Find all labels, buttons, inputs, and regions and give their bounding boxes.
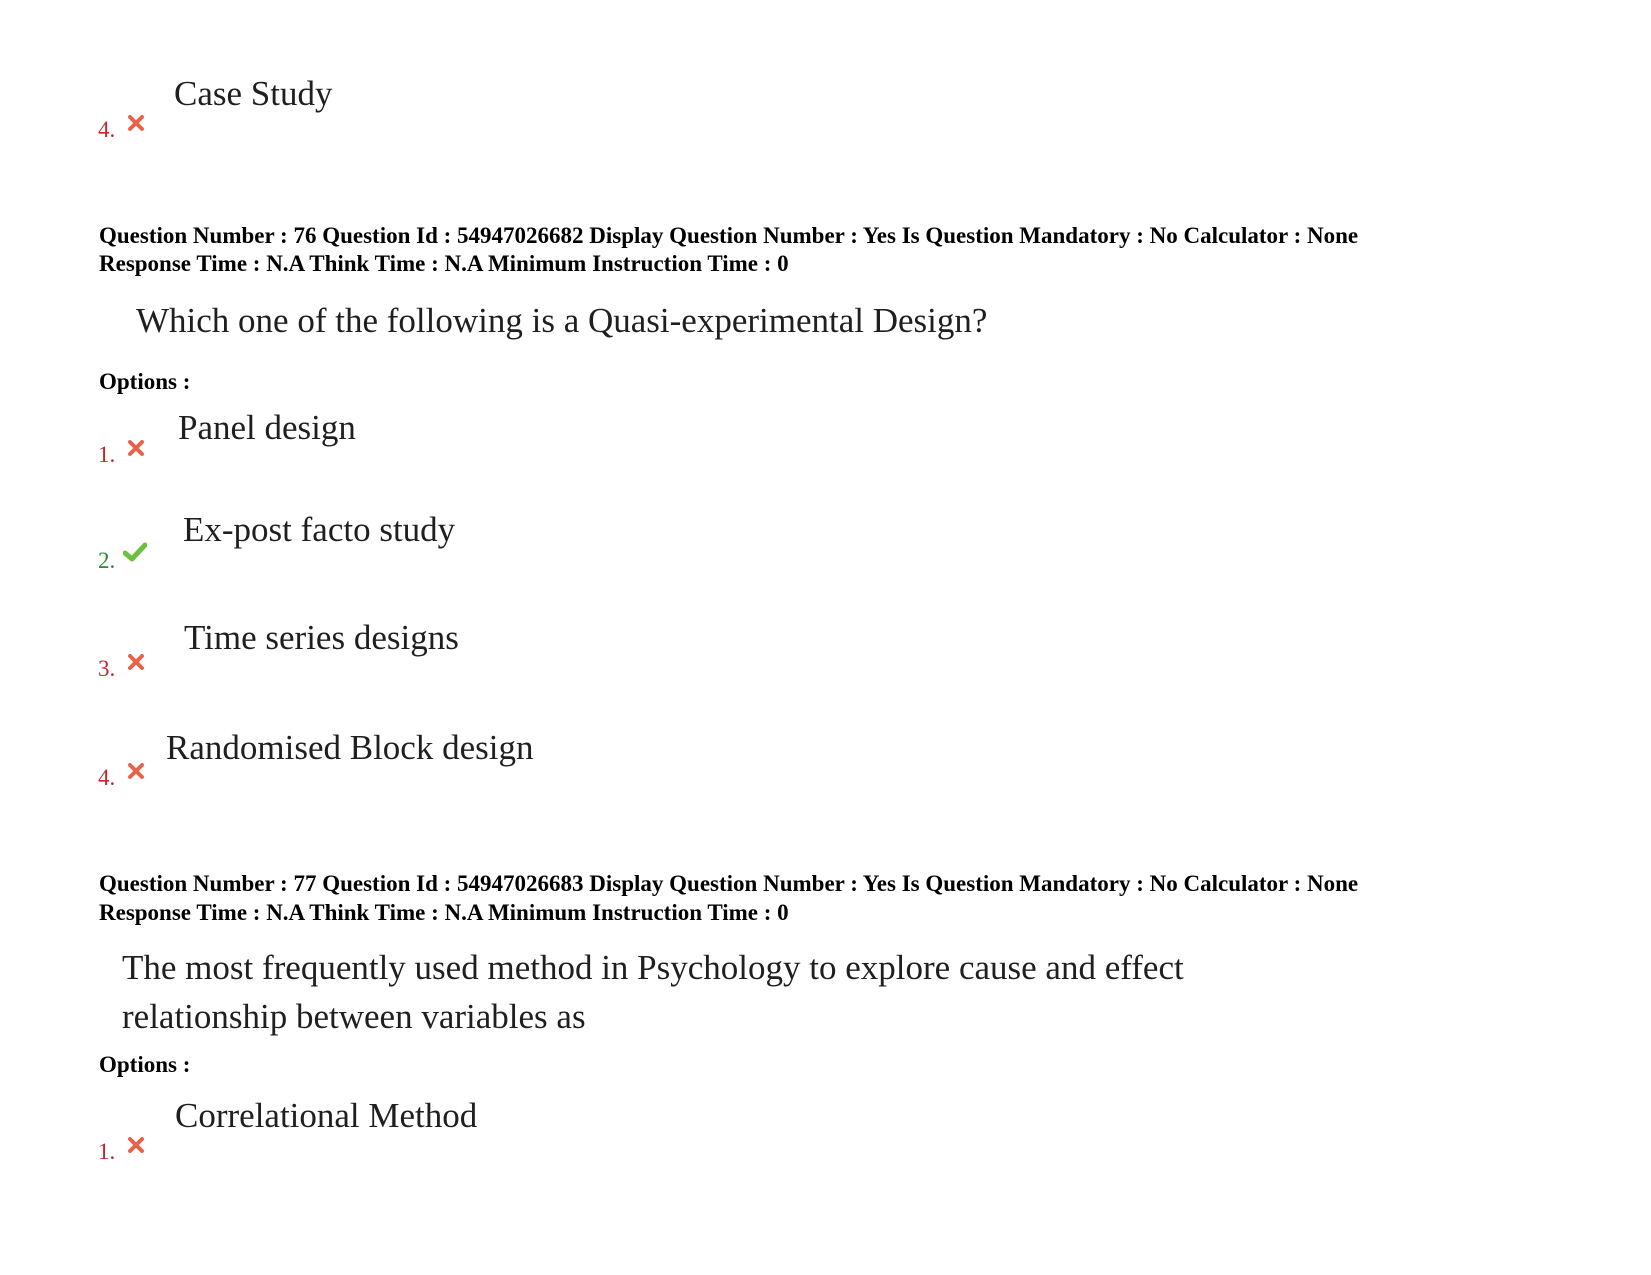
option-number: 1.	[98, 1139, 116, 1164]
option-number: 2.	[98, 548, 116, 573]
cross-icon	[127, 114, 145, 132]
cross-icon	[127, 1136, 145, 1154]
question-meta-line1: Question Number : 77 Question Id : 54947026683 Display Question Number : Yes Is Question Mandatory : No Calculator : None	[99, 871, 1359, 896]
cross-icon	[127, 439, 145, 457]
cross-icon	[127, 653, 145, 671]
question-text-line2: relationship between variables as	[122, 997, 586, 1036]
options-label: Options :	[99, 1052, 191, 1077]
question-meta-line2: Response Time : N.A Think Time : N.A Minimum Instruction Time : 0	[99, 251, 789, 276]
question-meta-line2: Response Time : N.A Think Time : N.A Minimum Instruction Time : 0	[99, 900, 789, 925]
question-text: Which one of the following is a Quasi-experimental Design?	[136, 301, 988, 340]
option-text: Time series designs	[184, 618, 459, 657]
option-text: Case Study	[174, 74, 333, 113]
option-number: 4.	[98, 117, 116, 142]
option-text: Randomised Block design	[166, 728, 534, 767]
check-icon	[123, 542, 147, 562]
option-number: 4.	[98, 765, 116, 790]
cross-icon	[127, 762, 145, 780]
options-label: Options :	[99, 369, 191, 394]
option-text: Ex-post facto study	[183, 510, 456, 549]
question-text-line1: The most frequently used method in Psychology to explore cause and effect	[122, 948, 1184, 987]
question-meta-line1: Question Number : 76 Question Id : 54947026682 Display Question Number : Yes Is Question Mandatory : No Calculator : None	[99, 223, 1359, 248]
option-number: 1.	[98, 442, 116, 467]
option-number: 3.	[98, 656, 116, 681]
option-text: Correlational Method	[175, 1096, 478, 1135]
option-text: Panel design	[178, 408, 356, 447]
